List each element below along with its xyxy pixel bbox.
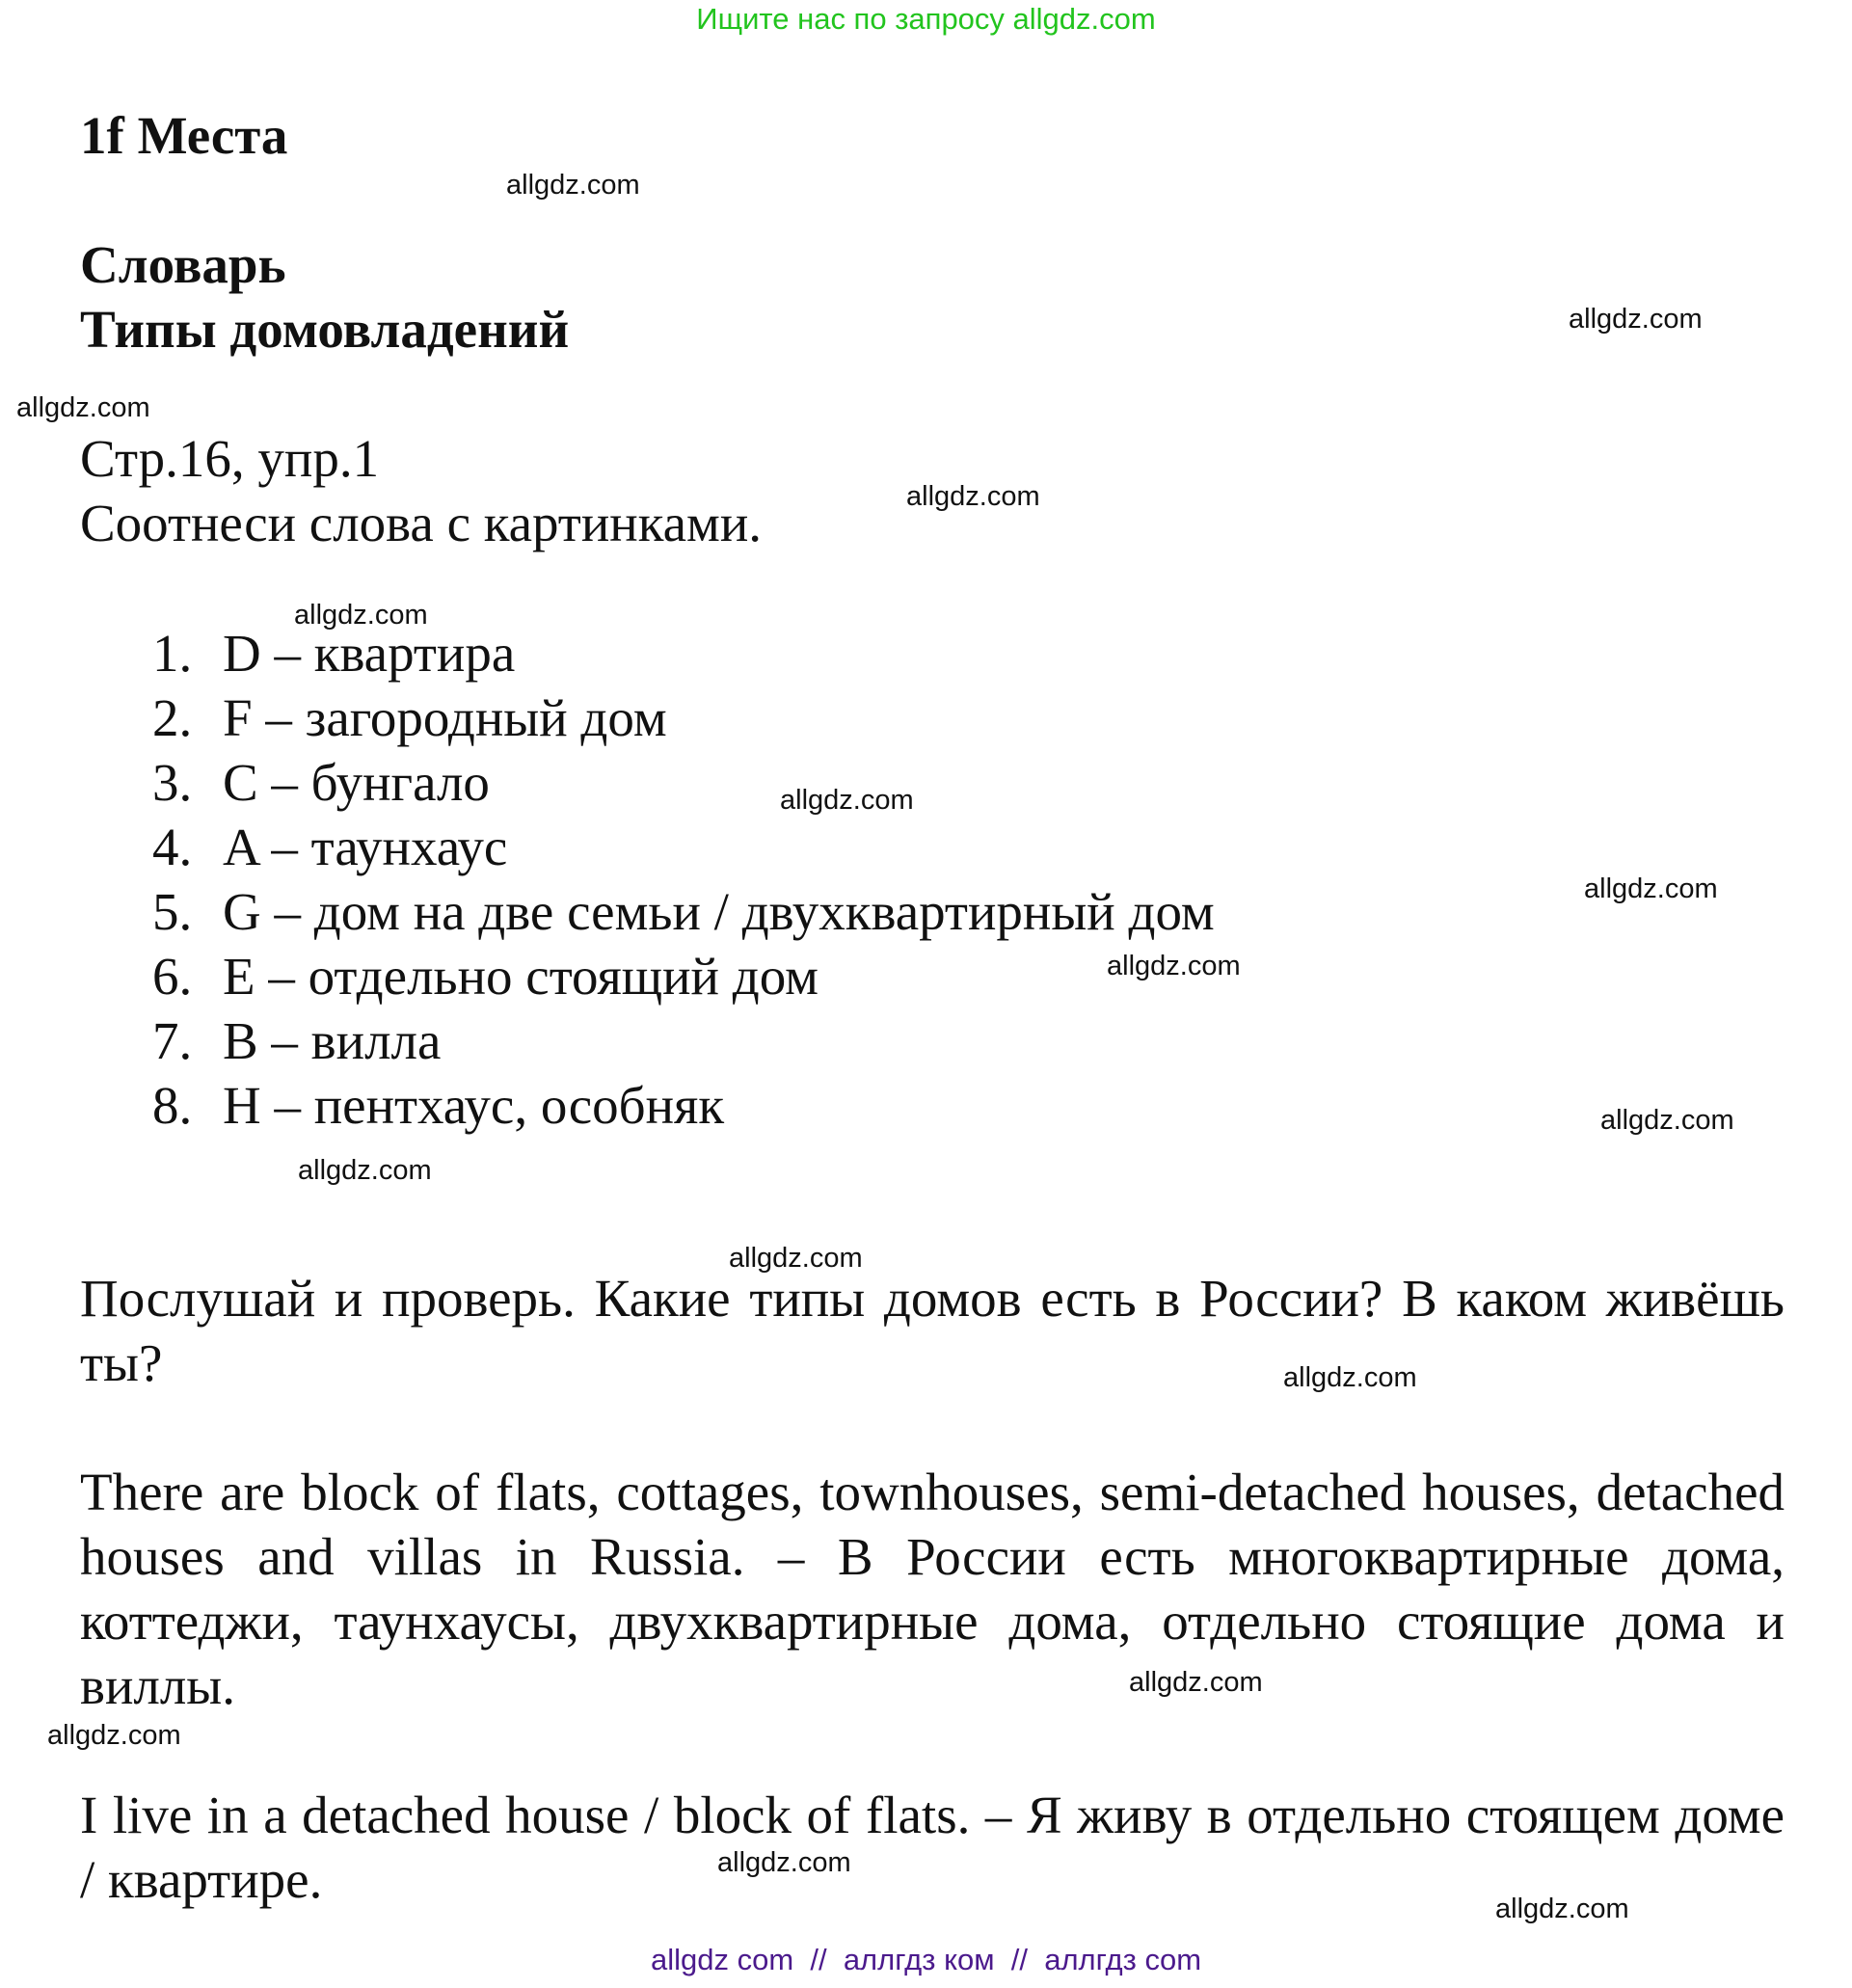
answer-paragraph: There are block of flats, cottages, townhouses, semi-detached houses, detached houses and villas in Russia. – В России есть многоквартирные дома, коттеджи, таунхаусы, двухквартирные дома, отдельно стоящие дома и виллы. xyxy=(80,1463,1785,1715)
bottom-banner-link[interactable]: allgdz com // аллгдз ком // аллгдз com xyxy=(650,1943,1202,1976)
watermark: allgdz.com xyxy=(47,1720,181,1751)
answer-list xyxy=(152,621,1215,1138)
watermark: allgdz.com xyxy=(906,481,1040,512)
watermark: allgdz.com xyxy=(729,1243,863,1274)
list-item xyxy=(152,1073,1215,1138)
section-heading: Словарь xyxy=(80,235,286,294)
watermark: allgdz.com xyxy=(780,785,914,816)
page-title: 1f Места xyxy=(80,106,288,165)
watermark: allgdz.com xyxy=(16,392,150,423)
item-text: D – квартира xyxy=(223,624,516,683)
watermark: allgdz.com xyxy=(1600,1105,1734,1136)
list-item xyxy=(152,944,1215,1008)
list-item xyxy=(152,815,1215,879)
item-number: 5. xyxy=(152,882,193,941)
item-number: 8. xyxy=(152,1076,193,1135)
top-banner-link[interactable]: Ищите нас по запросу allgdz.com xyxy=(696,2,1156,36)
item-number: 6. xyxy=(152,947,193,1006)
item-number: 3. xyxy=(152,753,193,812)
watermark: allgdz.com xyxy=(298,1155,432,1186)
watermark: allgdz.com xyxy=(1107,951,1241,981)
watermark: allgdz.com xyxy=(1129,1667,1263,1698)
item-number: 7. xyxy=(152,1011,193,1070)
list-item xyxy=(152,879,1215,944)
item-text: H – пентхаус, особняк xyxy=(223,1076,725,1135)
item-number: 4. xyxy=(152,818,193,876)
watermark: allgdz.com xyxy=(506,170,640,201)
item-number: 1. xyxy=(152,624,193,683)
item-text: G – дом на две семьи / двухквартирный дом xyxy=(223,882,1215,941)
item-text: C – бунгало xyxy=(223,753,490,812)
watermark: allgdz.com xyxy=(1584,873,1718,904)
item-text: E – отдельно стоящий дом xyxy=(223,947,819,1006)
watermark: allgdz.com xyxy=(1283,1362,1417,1393)
watermark: allgdz.com xyxy=(294,600,428,631)
item-text: A – таунхаус xyxy=(223,818,508,876)
list-item xyxy=(152,1008,1215,1073)
item-number: 2. xyxy=(152,688,193,747)
exercise-reference: Стр.16, упр.1 xyxy=(80,429,380,488)
task-instruction: Соотнеси слова с картинками. xyxy=(80,494,762,552)
item-text: F – загородный дом xyxy=(223,688,667,747)
question-paragraph: Послушай и проверь. Какие типы домов есть в России? В каком живёшь ты? xyxy=(80,1269,1785,1392)
watermark: allgdz.com xyxy=(1569,304,1703,335)
watermark: allgdz.com xyxy=(717,1847,851,1878)
item-text: B – вилла xyxy=(223,1011,442,1070)
personal-answer-paragraph: I live in a detached house / block of flats. – Я живу в отдельно стоящем доме / квартире. xyxy=(80,1786,1785,1909)
subsection-heading: Типы домовладений xyxy=(80,300,570,359)
watermark: allgdz.com xyxy=(1495,1894,1629,1924)
list-item xyxy=(152,685,1215,750)
list-item xyxy=(152,750,1215,815)
